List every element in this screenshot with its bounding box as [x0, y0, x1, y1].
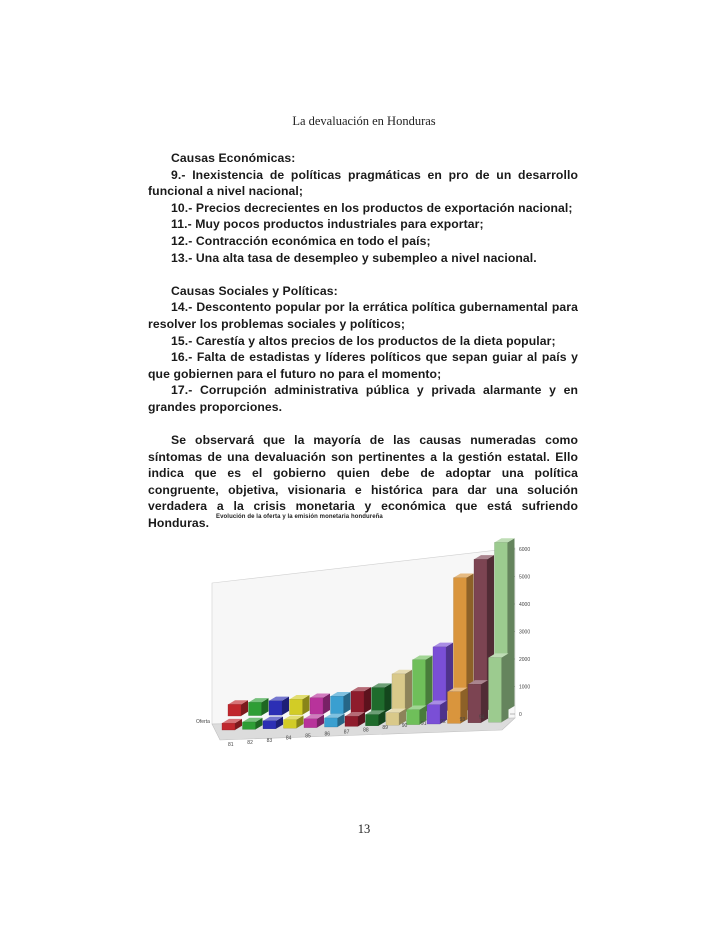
bar-back-88	[372, 688, 385, 713]
spacer	[148, 266, 578, 283]
spacer	[148, 416, 578, 433]
x-tick-label: 86	[324, 731, 331, 738]
bar-front-94	[489, 658, 502, 723]
bar-front-82	[243, 722, 256, 729]
chart-canvas	[170, 508, 550, 758]
list-item: 10.- Precios decrecientes en los productos de exportación nacional;	[171, 200, 573, 215]
bar-front-87	[345, 716, 358, 726]
x-tick-label: 91	[421, 721, 427, 727]
series-label: Oferta	[196, 719, 210, 725]
bar-front-84	[284, 720, 297, 729]
x-tick-label: 92	[440, 718, 446, 725]
bar-back-86	[331, 696, 344, 714]
y-tick-label: 2000	[519, 657, 531, 663]
bar-back-90	[413, 660, 426, 712]
bar-back-84	[290, 699, 303, 714]
page-number: 13	[357, 822, 371, 836]
y-tick-label: 6000	[519, 547, 531, 553]
bar-front-94-side	[502, 653, 509, 722]
section-heading-social: Causas Sociales y Políticas:	[171, 283, 338, 298]
bar-back-87-side	[364, 687, 371, 713]
bar-front-91	[427, 705, 440, 724]
x-tick-label: 84	[285, 735, 292, 742]
section-heading-economic: Causas Económicas:	[171, 151, 296, 165]
bar-back-89-side	[405, 670, 412, 713]
y-tick-label: 1000	[519, 684, 531, 691]
document-body	[148, 150, 578, 532]
list-item: 17.- Corrupción administrativa pública y privada alarmante y en grandes proporciones.	[148, 383, 578, 414]
x-tick-label: 85	[305, 733, 311, 740]
bar-back-89	[392, 674, 405, 713]
y-tick-label: 3000	[519, 629, 531, 636]
x-tick-label: 87	[343, 729, 350, 736]
y-tick-label: 4000	[519, 602, 531, 608]
bar-back-88-side	[385, 683, 392, 713]
bar-front-88	[366, 715, 379, 726]
bar-front-83	[263, 721, 276, 729]
list-item: 15.- Carestía y altos precios de los productos de la dieta popular;	[171, 333, 556, 348]
bar-back-83	[269, 701, 282, 715]
list-item: 9.- Inexistencia de políticas pragmáticas en pro de un desarrollo funcional a nivel nacional;	[148, 167, 578, 199]
list-item: 14.- Descontento popular por la errática política gubernamental para resolver los problemas sociales y políticos;	[148, 300, 578, 331]
bar-back-94-side	[508, 538, 515, 710]
bar-chart	[170, 508, 550, 758]
y-tick-label: 5000	[519, 574, 531, 581]
y-tick-label: 0	[519, 712, 522, 718]
bar-back-82	[249, 702, 262, 715]
x-tick-label: 82	[247, 739, 253, 746]
bar-front-81	[222, 723, 235, 730]
bar-back-81	[228, 704, 241, 716]
list-item: 11.- Muy pocos productos industriales para exportar;	[171, 217, 484, 232]
bar-back-87	[351, 691, 364, 713]
bar-front-85	[304, 719, 317, 728]
bar-front-92	[448, 692, 461, 724]
x-tick-label: 89	[382, 725, 388, 732]
x-tick-label: 93	[459, 716, 466, 723]
bar-front-89	[386, 713, 399, 725]
list-item: 16.- Falta de estadistas y líderes políticos que sepan guiar al país y que gobiernen para el futuro no para el momento;	[148, 350, 578, 381]
list-item: 12.- Contracción económica en todo el país;	[171, 233, 431, 248]
bar-back-85	[310, 698, 323, 715]
x-tick-label: 81	[228, 742, 234, 748]
x-tick-label: 88	[363, 727, 369, 734]
running-header: La devaluación en Honduras	[292, 114, 436, 128]
bar-front-86	[325, 718, 338, 727]
x-tick-label: 90	[401, 723, 408, 730]
list-item: 13.- Una alta tasa de desempleo y subempleo a nivel nacional.	[171, 250, 537, 265]
conclusion-paragraph: Se observará que la mayoría de las causas numeradas como síntomas de una devaluación son pertinentes a la gestión estatal. Ello indica que es el gobierno quien debe de adoptar una política congruente, objetiva, visionaria e histórica para dar una solución verdadera a la crisis monetaria y económica que está sufriendo Honduras.	[148, 433, 578, 531]
x-tick-label: 94	[478, 714, 485, 721]
x-tick-label: 83	[266, 737, 273, 744]
bar-front-90	[407, 710, 420, 725]
chart-title: Evolución de la oferta y la emisión monetaria hondureña	[216, 514, 383, 520]
